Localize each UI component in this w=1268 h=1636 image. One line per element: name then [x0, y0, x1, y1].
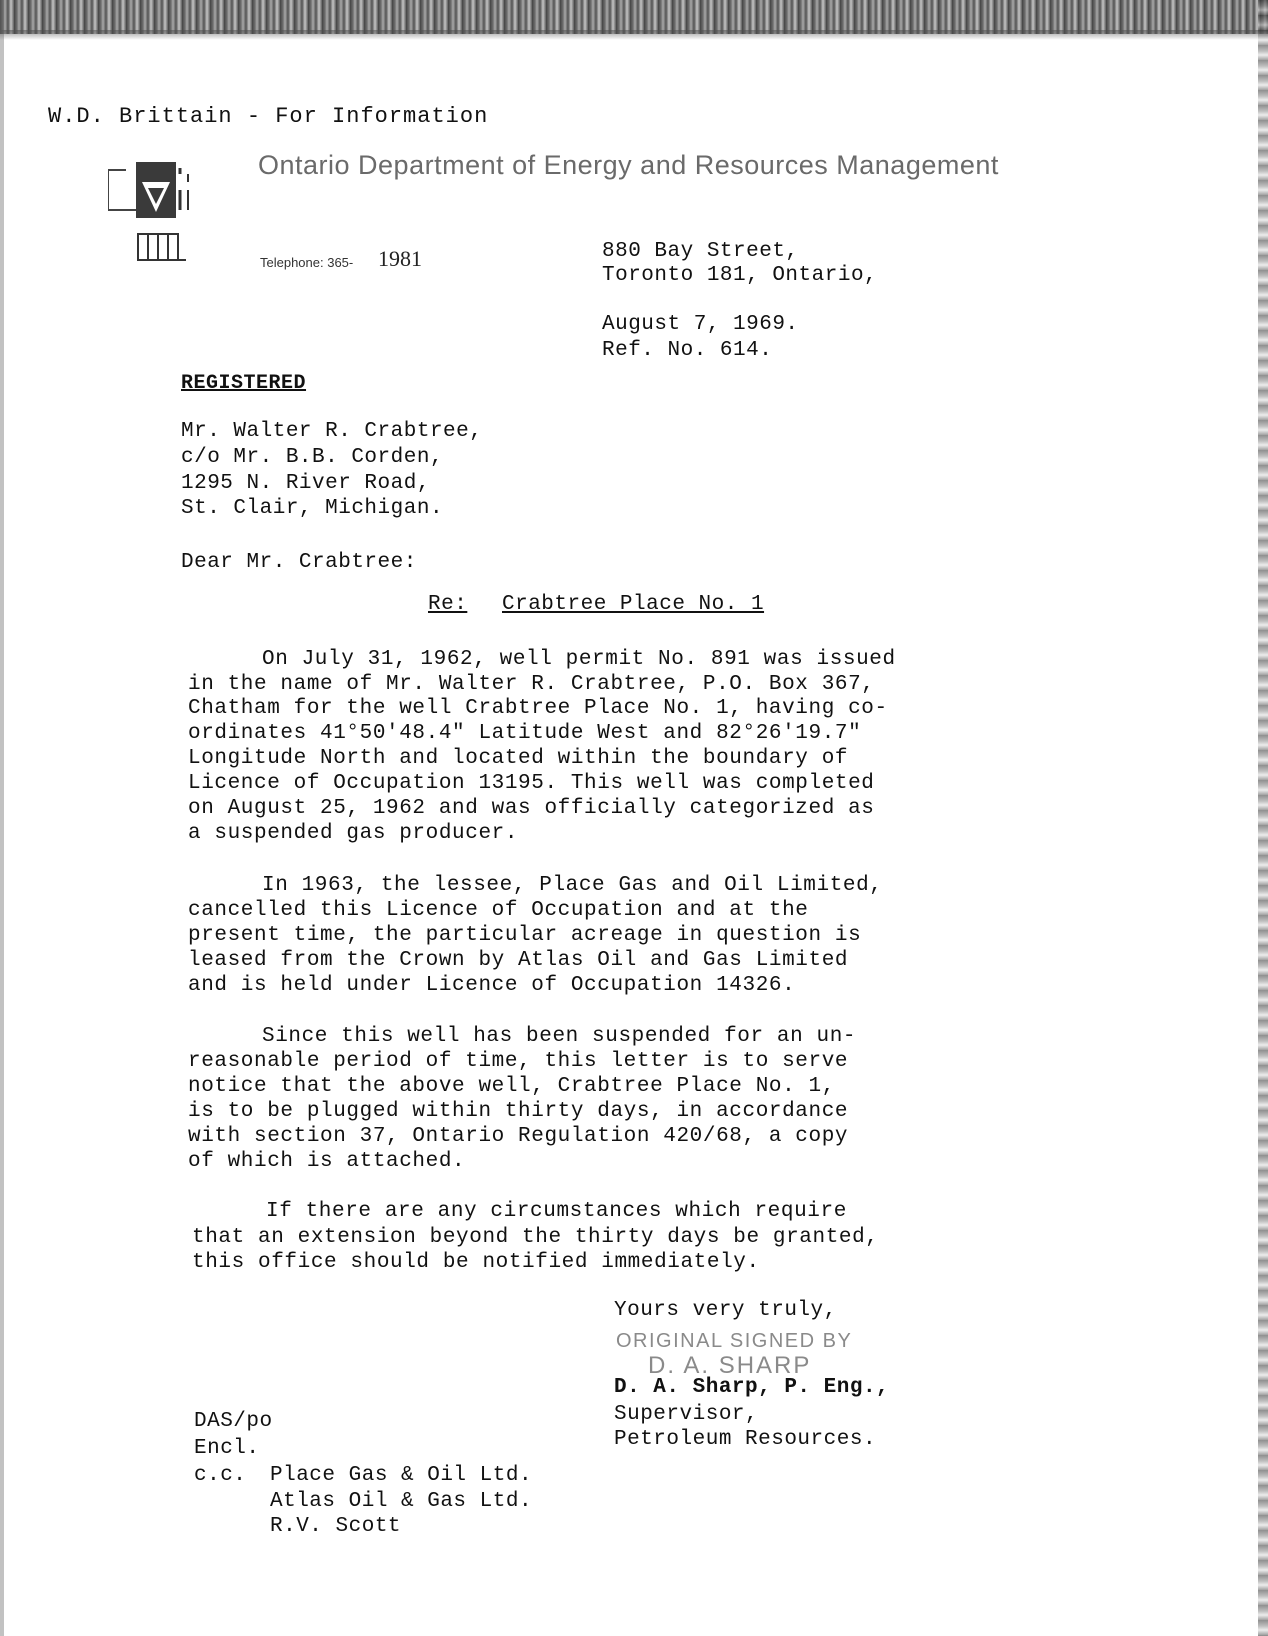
cc-recipient: R.V. Scott — [270, 1515, 402, 1538]
paragraph-1-line: on August 25, 1962 and was officially categorized as — [188, 797, 875, 820]
cc-label: c.c. — [194, 1464, 247, 1487]
letter-date: August 7, 1969. — [602, 313, 799, 336]
paragraph-4-line: If there are any circumstances which require — [266, 1200, 847, 1223]
scan-edge-right — [1258, 0, 1268, 1636]
paragraph-2-line: leased from the Crown by Atlas Oil and Gas Limited — [188, 949, 849, 972]
paragraph-1-line: Licence of Occupation 13195. This well was completed — [188, 772, 875, 795]
reference-number: Ref. No. 614. — [602, 339, 773, 362]
paragraph-3-line: is to be plugged within thirty days, in accordance — [188, 1100, 849, 1123]
salutation: Dear Mr. Crabtree: — [181, 551, 417, 574]
paragraph-3-line: with section 37, Ontario Regulation 420/68, a copy — [188, 1125, 849, 1148]
address-line-1: 880 Bay Street, — [602, 240, 799, 263]
scan-shadow-top — [0, 30, 1268, 40]
scan-edge-top — [0, 0, 1268, 34]
paragraph-2-line: In 1963, the lessee, Place Gas and Oil Limited, — [262, 874, 883, 897]
enclosure-note: Encl. — [194, 1437, 260, 1460]
paragraph-1-line: On July 31, 1962, well permit No. 891 was issued — [262, 648, 896, 671]
scan-edge-left — [0, 0, 4, 1636]
paragraph-4-line: this office should be notified immediately. — [192, 1251, 760, 1274]
cc-recipient: Atlas Oil & Gas Ltd. — [270, 1490, 533, 1513]
paragraph-2-line: and is held under Licence of Occupation 14326. — [188, 974, 796, 997]
recipient-line-2: c/o Mr. B.B. Corden, — [181, 446, 444, 469]
paragraph-2-line: present time, the particular acreage in question is — [188, 924, 862, 947]
signatory-title-2: Petroleum Resources. — [614, 1428, 877, 1451]
routing-note: W.D. Brittain - For Information — [48, 104, 489, 129]
registered-label: REGISTERED — [181, 372, 307, 395]
paragraph-1-line: a suspended gas producer. — [188, 822, 519, 845]
signatory-title-1: Supervisor, — [614, 1403, 759, 1426]
signatory-name: D. A. Sharp, P. Eng., — [614, 1376, 890, 1399]
signature-stamp-line-1: ORIGINAL SIGNED BY — [616, 1330, 853, 1352]
recipient-line-3: 1295 N. River Road, — [181, 472, 430, 495]
valediction: Yours very truly, — [614, 1299, 837, 1322]
ontario-trillium-logo-icon — [108, 160, 228, 272]
paragraph-3-line: Since this well has been suspended for an un- — [262, 1025, 857, 1048]
subject-title: Crabtree Place No. 1 — [502, 593, 765, 616]
paragraph-4-line: that an extension beyond the thirty days be granted, — [192, 1226, 879, 1249]
paragraph-3-line: notice that the above well, Crabtree Place No. 1, — [188, 1075, 835, 1098]
address-line-2: Toronto 181, Ontario, — [602, 264, 878, 287]
signature-stamp-line-2: D. A. SHARP — [648, 1352, 812, 1379]
paragraph-1-line: ordinates 41°50'48.4" Latitude West and 82°26'19.7" — [188, 722, 862, 745]
paragraph-3-line: reasonable period of time, this letter is to serve — [188, 1050, 849, 1073]
paragraph-1-line: in the name of Mr. Walter R. Crabtree, P.O. Box 367, — [188, 673, 875, 696]
paragraph-2-line: cancelled this Licence of Occupation and at the — [188, 899, 809, 922]
cc-recipient: Place Gas & Oil Ltd. — [270, 1464, 533, 1487]
telephone-number: 1981 — [378, 246, 422, 271]
paragraph-1-line: Chatham for the well Crabtree Place No. 1, having co- — [188, 697, 888, 720]
typist-initials: DAS/po — [194, 1410, 273, 1433]
paragraph-3-line: of which is attached. — [188, 1150, 466, 1173]
department-letterhead: Ontario Department of Energy and Resources Management — [258, 150, 999, 180]
recipient-line-4: St. Clair, Michigan. — [181, 497, 444, 520]
subject-prefix: Re: — [428, 593, 468, 616]
recipient-line-1: Mr. Walter R. Crabtree, — [181, 420, 483, 443]
telephone-label: Telephone: 365- — [260, 255, 354, 270]
paragraph-1-line: Longitude North and located within the boundary of — [188, 747, 849, 770]
